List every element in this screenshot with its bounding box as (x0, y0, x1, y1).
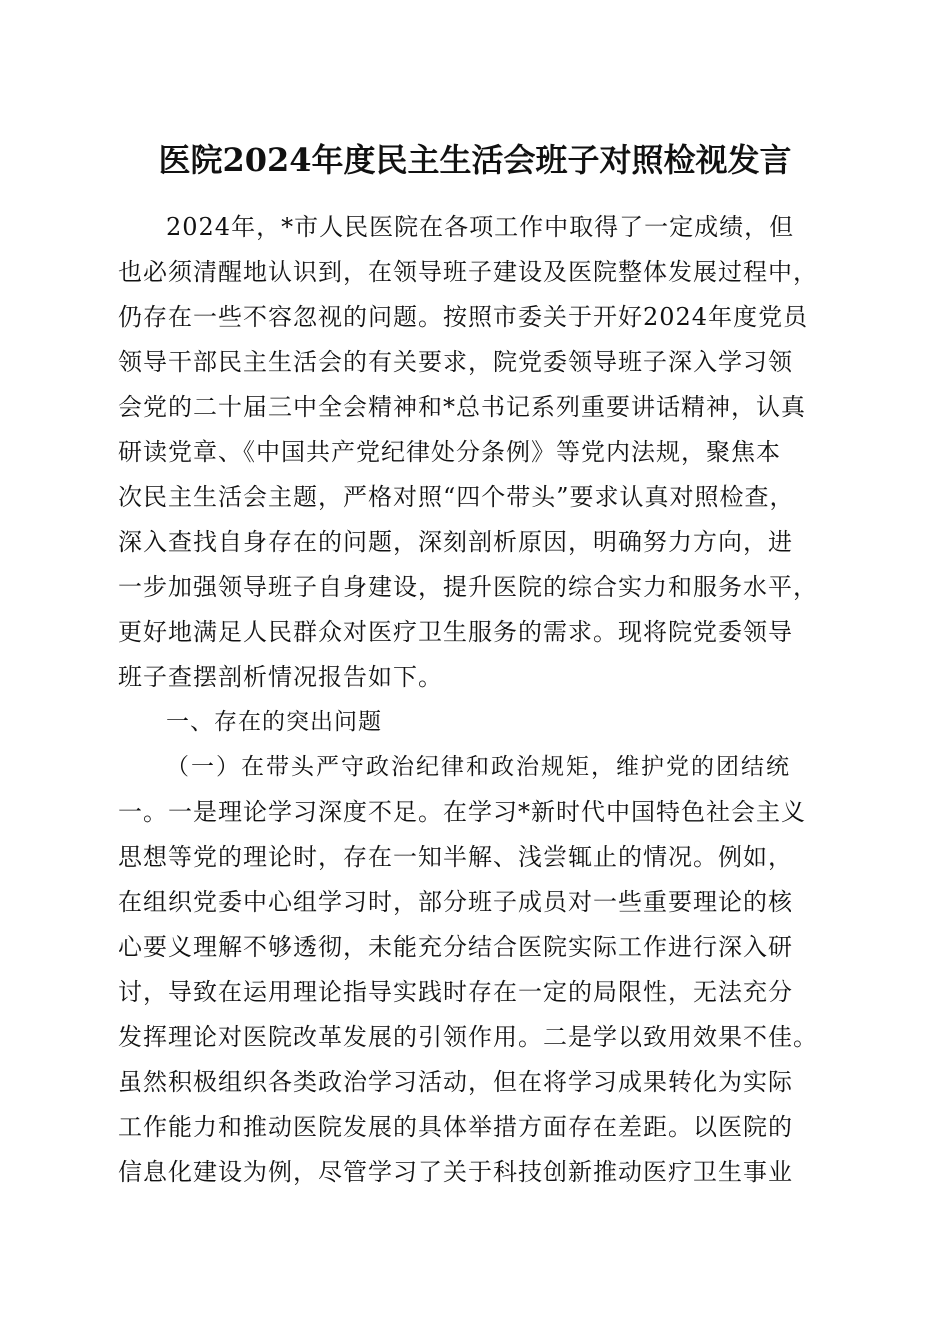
text-line: 发挥理论对医院改革发展的引领作用。二是学以致用效果不佳。 (118, 1023, 818, 1051)
text-line: 班子查摆剖析情况报告如下。 (118, 663, 443, 691)
text-line: 会党的二十届三中全会精神和*总书记系列重要讲话精神，认真 (118, 393, 806, 421)
text-line: 一。一是理论学习深度不足。在学习*新时代中国特色社会主义 (118, 798, 806, 826)
section-heading: 一、存在的突出问题 (166, 709, 382, 735)
text-line: 也必须清醒地认识到，在领导班子建设及医院整体发展过程中， (118, 258, 818, 286)
text-line: 一步加强领导班子自身建设，提升医院的综合实力和服务水平， (118, 573, 818, 601)
text-line: 深入查找自身存在的问题，深刻剖析原因，明确努力方向，进 (118, 528, 793, 556)
intro-paragraph (118, 205, 838, 700)
text-line: 心要义理解不够透彻，未能充分结合医院实际工作进行深入研 (118, 933, 793, 961)
text-line: 工作能力和推动医院发展的具体举措方面存在差距。以医院的 (118, 1113, 793, 1141)
text-line: 信息化建设为例，尽管学习了关于科技创新推动医疗卫生事业 (118, 1158, 793, 1186)
text-line: 更好地满足人民群众对医疗卫生服务的需求。现将院党委领导 (118, 618, 793, 646)
problems-paragraph (118, 745, 838, 1195)
document-body (118, 205, 838, 1195)
text-line: 虽然积极组织各类政治学习活动，但在将学习成果转化为实际 (118, 1068, 793, 1096)
text-line: 仍存在一些不容忽视的问题。按照市委关于开好2024年度党员 (118, 303, 809, 331)
text-line: 领导干部民主生活会的有关要求，院党委领导班子深入学习领 (118, 348, 793, 376)
subsection-heading: （一）在带头严守政治纪律和政治规矩，维护党的团结统 (166, 754, 791, 780)
text-line: 研读党章、《中国共产党纪律处分条例》等党内法规，聚焦本 (118, 438, 781, 466)
text-line: 思想等党的理论时，存在一知半解、浅尝辄止的情况。例如， (118, 843, 793, 871)
text-line: 在组织党委中心组学习时，部分班子成员对一些重要理论的核 (118, 888, 793, 916)
text-line: 讨，导致在运用理论指导实践时存在一定的局限性，无法充分 (118, 978, 793, 1006)
document-title: 医院2024年度民主生活会班子对照检视发言 (158, 141, 792, 179)
text-line: 2024年，*市人民医院在各项工作中取得了一定成绩，但 (166, 213, 795, 241)
text-line: 次民主生活会主题，严格对照“四个带头”要求认真对照检查， (118, 483, 795, 511)
